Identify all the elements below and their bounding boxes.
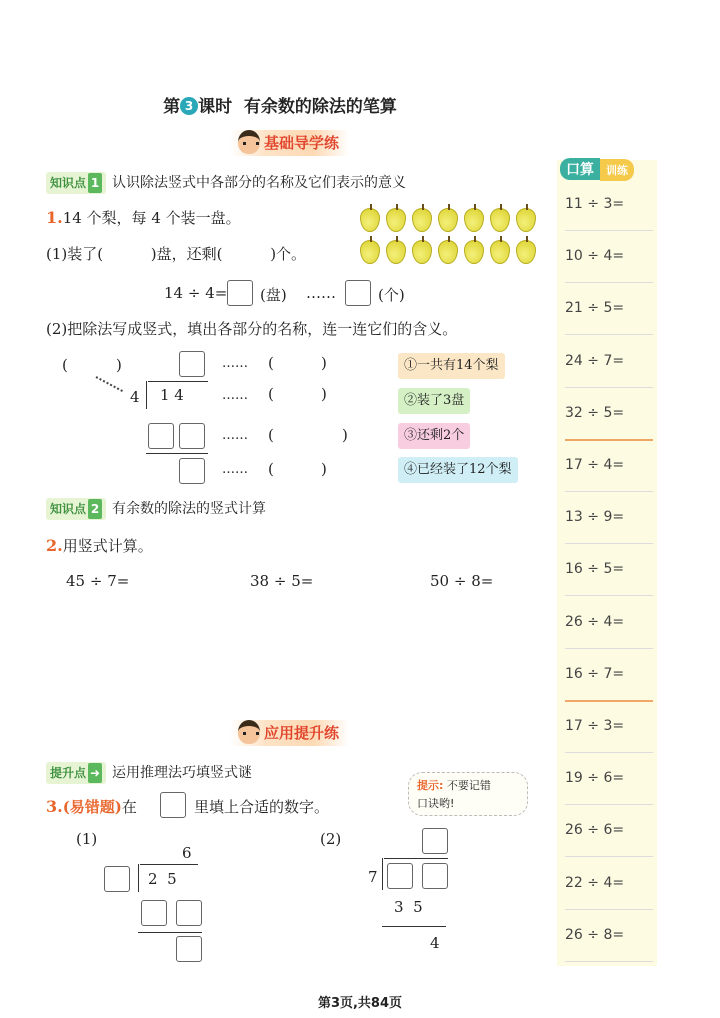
- divisor: 4: [130, 388, 140, 406]
- title-suffix: 课时: [198, 97, 233, 117]
- question-tag: (易错题): [62, 798, 122, 816]
- group-separator: [565, 439, 653, 441]
- pear-icon: [386, 240, 406, 264]
- question-text: 用竖式计算。: [62, 537, 153, 555]
- mental-math-item: 26 ÷ 6=: [565, 822, 625, 839]
- pear-icon: [490, 208, 510, 232]
- meaning-option-3[interactable]: ③还剩2个: [398, 423, 470, 449]
- equation-lhs: 14 ÷ 4=: [164, 284, 228, 302]
- dotted-pointer: [96, 376, 123, 392]
- row-divider: [565, 491, 653, 492]
- puzzle-box[interactable]: [176, 900, 202, 926]
- knowledge-tag: 知识点 1: [46, 172, 106, 194]
- puzzle-2-divisor: 7: [368, 868, 378, 886]
- answer-box[interactable]: [345, 280, 371, 306]
- tip-bubble: 提示: 不要记错 口诀哟!: [408, 772, 528, 816]
- mental-math-item: 26 ÷ 4=: [565, 613, 625, 630]
- mental-math-item: 22 ÷ 4=: [565, 874, 625, 891]
- mental-math-item: 24 ÷ 7=: [565, 352, 625, 369]
- division-bracket: [382, 858, 383, 890]
- mental-math-item: 11 ÷ 3=: [565, 196, 625, 212]
- row-divider: [565, 961, 653, 962]
- row-divider: [565, 909, 653, 910]
- row-divider: [565, 595, 653, 596]
- division-bracket: [138, 864, 139, 892]
- answer-box[interactable]: [227, 280, 253, 306]
- knowledge-text: 有余数的除法的竖式计算: [112, 501, 267, 517]
- question-text: 14 个梨，每 4 个装一盘。: [62, 209, 241, 227]
- question-3: 3.(易错题)在: [46, 797, 137, 816]
- row-divider: [565, 230, 653, 231]
- section-banner-basic: [230, 130, 349, 156]
- title-prefix: 第: [163, 97, 181, 117]
- q1-part2: (2)把除法写成竖式，填出各部分的名称，连一连它们的含义。: [46, 320, 458, 338]
- puzzle-box[interactable]: [422, 828, 448, 854]
- answer-box[interactable]: [179, 458, 205, 484]
- section-banner-label: 应用提升练: [264, 724, 340, 742]
- mental-math-header: [560, 158, 656, 180]
- ellipsis: ……: [306, 284, 336, 302]
- subtraction-bar: [138, 932, 202, 933]
- pear-icon: [438, 240, 458, 264]
- page-footer: 第3页,共84页: [317, 996, 403, 1011]
- answer-box[interactable]: [148, 423, 174, 449]
- pear-icon: [516, 240, 536, 264]
- question-2: [46, 535, 153, 556]
- division-bar: [148, 381, 208, 382]
- page-title: [0, 92, 560, 117]
- question-number: 3.: [46, 797, 63, 816]
- improvement-point: [46, 762, 252, 784]
- answer-box[interactable]: [179, 351, 205, 377]
- pear-icon: [412, 240, 432, 264]
- calc-item-2: 38 ÷ 5=: [250, 572, 314, 590]
- calc-item-3: 50 ÷ 8=: [430, 572, 494, 590]
- pear-icon: [464, 240, 484, 264]
- question-1: [46, 207, 241, 228]
- lesson-number-badge: 3: [180, 97, 198, 115]
- answer-box-sample: [160, 792, 186, 818]
- knowledge-text: 认识除法竖式中各部分的名称及它们表示的意义: [112, 175, 407, 191]
- row-divider: [565, 334, 653, 335]
- mental-math-item: 21 ÷ 5=: [565, 300, 625, 317]
- puzzle-2-remainder: 4: [430, 934, 440, 952]
- meaning-option-4[interactable]: ④已经装了12个梨: [398, 457, 518, 483]
- division-bar: [140, 864, 198, 865]
- pear-icon: [490, 240, 510, 264]
- title-name: 有余数的除法的笔算: [243, 97, 397, 117]
- mental-math-item: 16 ÷ 5=: [565, 561, 625, 578]
- tip-label: 提示:: [417, 779, 444, 792]
- meaning-option-1[interactable]: ①一共有14个梨: [398, 353, 505, 379]
- pear-icon: [516, 208, 536, 232]
- row-divider: [565, 752, 653, 753]
- knowledge-tag: 知识点 2: [46, 498, 106, 520]
- pear-icon: [360, 208, 380, 232]
- answer-box[interactable]: [179, 423, 205, 449]
- puzzle-1-dividend: 2 5: [148, 870, 177, 888]
- dividend: 1 4: [160, 386, 184, 404]
- subtraction-bar: [146, 453, 208, 454]
- puzzle-1-label: (1): [76, 830, 98, 848]
- mental-math-item: 10 ÷ 4=: [565, 248, 625, 265]
- row-divider: [565, 543, 653, 544]
- question-number: 1.: [46, 208, 63, 227]
- puzzle-1-quotient: 6: [182, 844, 192, 862]
- improvement-tag: 提升点 ➜: [46, 762, 106, 784]
- pear-icon: [386, 208, 406, 232]
- row-divider: [565, 804, 653, 805]
- mental-math-item: 26 ÷ 8=: [565, 926, 625, 943]
- puzzle-box[interactable]: [422, 863, 448, 889]
- unit-plate: (盘): [260, 286, 287, 304]
- mental-math-subtitle: 训练: [600, 159, 634, 181]
- calc-item-1: 45 ÷ 7=: [66, 572, 130, 590]
- kid-mascot-icon: [238, 130, 260, 154]
- pear-icon: [464, 208, 484, 232]
- question-number: 2.: [46, 536, 63, 555]
- row-divider: [565, 387, 653, 388]
- mental-math-item: 17 ÷ 4=: [565, 457, 625, 473]
- kid-mascot-icon: [238, 720, 260, 744]
- puzzle-2-label: (2): [320, 830, 342, 848]
- knowledge-point-2: [46, 498, 266, 520]
- mental-math-item: 19 ÷ 6=: [565, 770, 625, 787]
- puzzle-box[interactable]: [141, 900, 167, 926]
- pear-icon: [412, 208, 432, 232]
- puzzle-box[interactable]: [104, 866, 130, 892]
- puzzle-box[interactable]: [176, 936, 202, 962]
- puzzle-2-product: 3 5: [394, 898, 423, 916]
- row-divider: [565, 856, 653, 857]
- q1-part1: (1)装了( )盘，还剩( )个。: [46, 245, 307, 263]
- mental-math-item: 32 ÷ 5=: [565, 404, 625, 421]
- mental-math-title: 口算: [560, 158, 600, 180]
- group-separator: [565, 700, 653, 702]
- pear-icon: [438, 208, 458, 232]
- subtraction-bar: [382, 926, 446, 927]
- puzzle-box[interactable]: [387, 863, 413, 889]
- division-bar: [384, 858, 448, 859]
- division-bracket: [146, 381, 147, 409]
- row-divider: [565, 648, 653, 649]
- mental-math-item: 16 ÷ 7=: [565, 665, 625, 682]
- mental-math-item: 13 ÷ 9=: [565, 509, 625, 526]
- meaning-option-2[interactable]: ②装了3盘: [398, 388, 470, 414]
- section-banner-label: 基础导学练: [264, 134, 340, 152]
- mental-math-item: 17 ÷ 3=: [565, 718, 625, 734]
- improvement-text: 运用推理法巧填竖式谜: [112, 765, 253, 781]
- unit-item: (个): [378, 286, 405, 304]
- pear-icon: [360, 240, 380, 264]
- knowledge-point-1: [46, 172, 406, 194]
- row-divider: [565, 282, 653, 283]
- section-banner-advanced: [230, 720, 349, 746]
